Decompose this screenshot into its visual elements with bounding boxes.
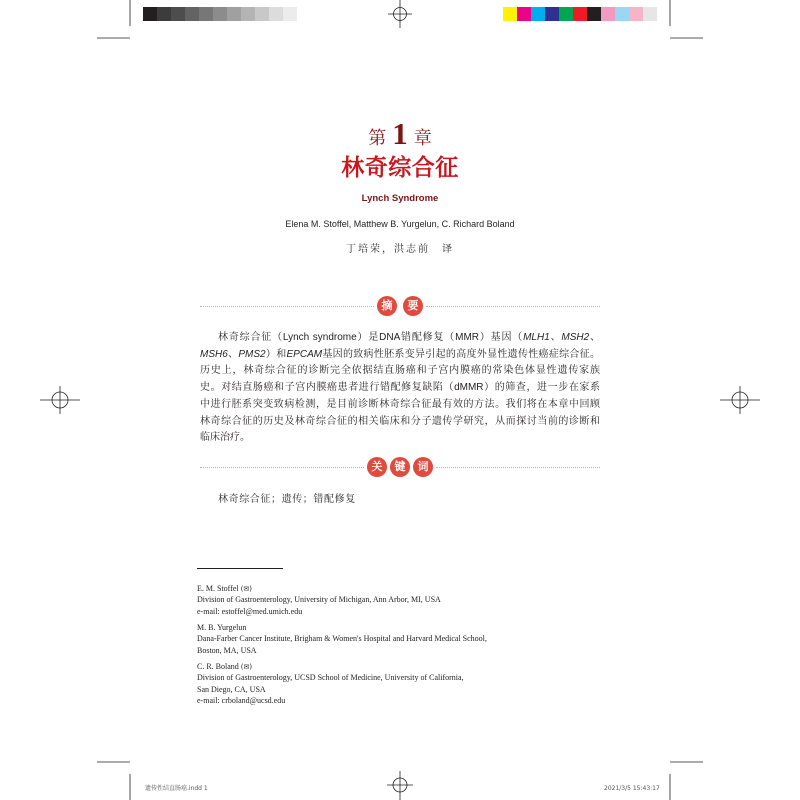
author-name: E. M. Stoffel: [197, 584, 239, 593]
abstract-text: 基因的致病性胚系变异引起的高度外显性遗传性癌症综合征。: [322, 348, 600, 360]
affiliation-author: [197, 661, 464, 672]
gray-swatch: [255, 7, 269, 21]
color-swatch: [615, 7, 629, 21]
keywords-text: 林奇综合征；遗传；错配修复: [218, 494, 356, 505]
color-swatch: [573, 7, 587, 21]
abstract-text: 临床治疗。: [200, 432, 250, 444]
abstract-heading-rule-left: [200, 306, 374, 307]
affiliation-line: Division of Gastroenterology, University of Michigan, Ann Arbor, MI, USA: [197, 595, 441, 605]
gray-swatch: [143, 7, 157, 21]
gene-name: PMS2: [238, 348, 266, 360]
author-name: M. B. Yurgelun: [197, 623, 247, 632]
print-slug-file: 遗传性结直肠癌.indd 1: [145, 785, 208, 792]
affiliation-line: San Diego, CA, USA: [197, 684, 266, 694]
abstract-line: [200, 363, 600, 380]
envelope-icon: (✉): [240, 585, 252, 593]
affiliation-email: e-mail: estoffel@med.umich.edu: [197, 606, 303, 616]
abstract-heading-rule-right: [426, 306, 600, 307]
registration-circle: [394, 8, 407, 21]
keywords-heading-rule-right: [436, 467, 600, 468]
registration-mark-bottom: [387, 771, 413, 800]
keywords-heading-badge: 词: [413, 457, 433, 477]
gray-swatch: [157, 7, 171, 21]
gene-name: EPCAM: [286, 348, 323, 360]
registration-circle: [52, 392, 68, 408]
abstract-line: [200, 397, 600, 414]
author-name: C. R. Boland: [197, 662, 239, 671]
gene-name: MSH6: [200, 348, 228, 360]
gene-name: MSH2: [561, 332, 590, 343]
gray-swatch: [185, 7, 199, 21]
color-calibration-strip: [503, 7, 657, 21]
abstract-heading-badge: 摘: [377, 296, 397, 316]
chapter-prefix: 第: [368, 128, 387, 149]
gray-swatch: [241, 7, 255, 21]
affiliation-block: [197, 583, 441, 617]
abstract-line: [200, 430, 600, 447]
print-slug-timestamp: 2021/3/5 15:43:17: [604, 785, 660, 792]
grayscale-calibration-strip: [143, 7, 297, 21]
footnote-rule: [197, 568, 283, 569]
keywords-heading-badge: 键: [390, 457, 410, 477]
abstract-text: ）和: [265, 348, 287, 360]
color-swatch: [643, 7, 657, 21]
affiliation-author: [197, 583, 441, 594]
color-swatch: [587, 7, 601, 21]
color-swatch: [531, 7, 545, 21]
chapter-suffix: 章: [413, 128, 432, 149]
chapter-heading: [0, 116, 800, 152]
registration-mark-top: [388, 0, 412, 28]
envelope-icon: (✉): [240, 663, 253, 671]
color-swatch: [503, 7, 517, 21]
abstract-line: [200, 414, 600, 431]
chapter-title-chinese: 林奇综合征: [341, 155, 459, 181]
chapter-title-english: Lynch Syndrome: [361, 193, 439, 204]
abstract-text: 中进行胚系突变致病检测，是目前诊断林奇综合征最有效的方法。我们将在本章中回顾: [200, 398, 600, 410]
affiliation-email: e-mail: crboland@ucsd.edu: [197, 695, 286, 705]
gray-swatch: [269, 7, 283, 21]
affiliation-line: Division of Gastroenterology, UCSD School of Medicine, University of California,: [197, 673, 464, 683]
gray-swatch: [171, 7, 185, 21]
chapter-number: 1: [392, 116, 408, 151]
color-swatch: [601, 7, 615, 21]
chapter-translators: 丁培荣，洪志前 译: [346, 244, 454, 255]
abstract-text: 历史上，林奇综合征的诊断完全依据结直肠癌和子宫内膜癌的常染色体显性遗传家族: [200, 365, 600, 377]
affiliation-line: Dana-Farber Cancer Institute, Brigham & Women's Hospital and Harvard Medical School,: [197, 634, 487, 644]
abstract-text: 林奇综合征（Lynch syndrome）是DNA错配修复（MMR）基因（: [218, 332, 524, 343]
color-swatch: [559, 7, 573, 21]
abstract-line: [200, 380, 600, 397]
registration-circle: [393, 778, 407, 792]
gray-swatch: [199, 7, 213, 21]
keywords-heading-rule-left: [200, 467, 364, 468]
abstract-line: [200, 347, 600, 364]
color-swatch: [629, 7, 643, 21]
gray-swatch: [227, 7, 241, 21]
registration-mark-right: [720, 386, 760, 414]
color-swatch: [517, 7, 531, 21]
abstract-line: [218, 330, 600, 347]
abstract-text: 、: [549, 332, 562, 343]
affiliation-block: [197, 661, 464, 706]
color-swatch: [545, 7, 559, 21]
keywords-heading-badge: 关: [367, 457, 387, 477]
affiliation-line: Boston, MA, USA: [197, 645, 257, 655]
abstract-heading-badge: 要: [403, 296, 423, 316]
abstract-text: 林奇综合征的历史及林奇综合征的相关临床和分子遗传学研究，从而探讨当前的诊断和: [200, 415, 600, 427]
abstract-text: 史。对结直肠癌和子宫内膜癌患者进行错配修复缺陷（dMMR）的筛查，进一步在家系: [200, 382, 600, 394]
chapter-authors: Elena M. Stoffel, Matthew B. Yurgelun, C. Richard Boland: [285, 219, 515, 229]
affiliation-block: [197, 622, 487, 656]
registration-mark-left: [40, 386, 80, 414]
gray-swatch: [213, 7, 227, 21]
gene-name: MLH1: [523, 332, 550, 343]
abstract-text: 、: [589, 332, 600, 343]
registration-circle: [732, 392, 748, 408]
gray-swatch: [283, 7, 297, 21]
abstract-text: 、: [227, 348, 239, 360]
